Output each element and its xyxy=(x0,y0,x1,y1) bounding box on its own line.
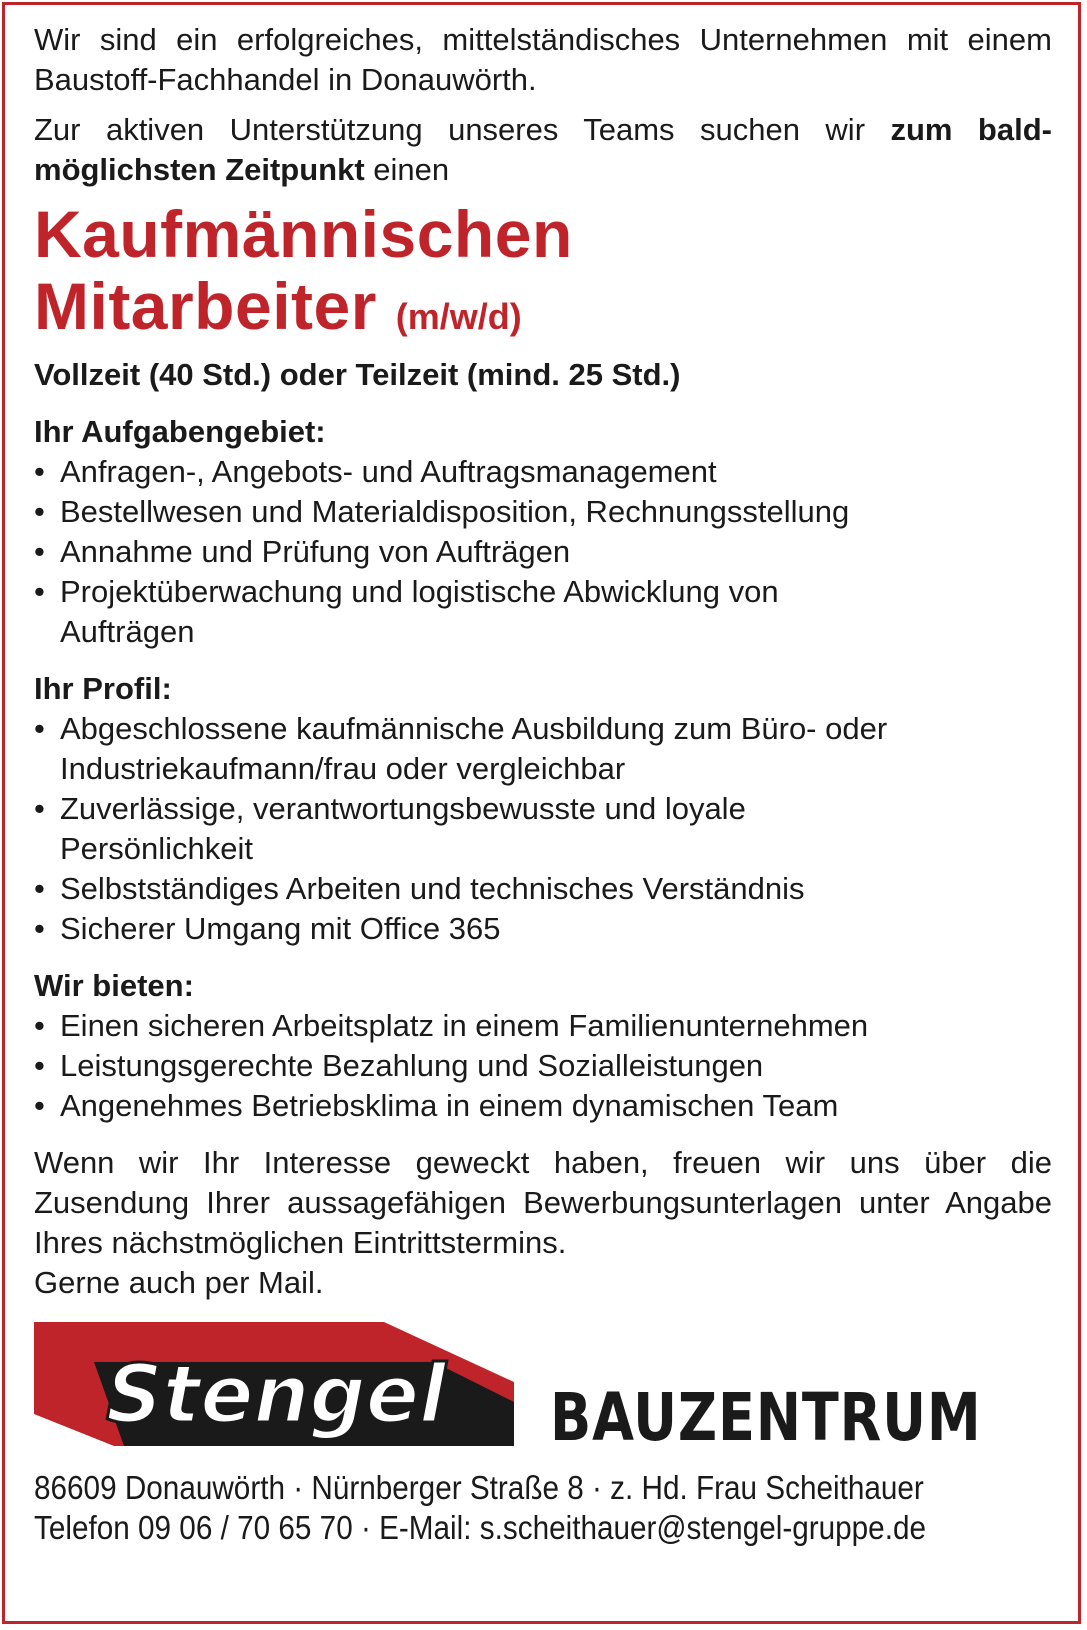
list-item: • Einen sicheren Arbeitsplatz in einem Familienunternehmen xyxy=(34,1006,1052,1046)
closing-paragraph: Wenn wir Ihr Interesse geweckt haben, freuen wir uns über die Zusendung Ihrer aussagefähigen Bewerbungsunterlagen unter Angabe Ihres nächstmöglichen Eintrittstermins. xyxy=(34,1145,1052,1260)
list-item: • Leistungsgerechte Bezahlung und Sozialleistungen xyxy=(34,1046,1052,1086)
intro-search-bold: zum baldmöglichsten Zeitpunkt xyxy=(34,112,1052,187)
job-title xyxy=(34,198,1052,353)
job-title-line-2 xyxy=(34,270,1052,353)
list-item: • Projektüberwachung und logistische Abwicklung von Aufträgen xyxy=(34,572,820,652)
list-item: • Angenehmes Betriebsklima in einem dynamischen Team xyxy=(34,1086,1052,1126)
intro-search-start: Zur aktiven Unterstützung unseres Teams suchen wir xyxy=(34,112,891,147)
gender-note: (m/w/d) xyxy=(395,296,522,337)
list-item: • Zuverlässige, verantwortungsbewusste und loyale Persönlichkeit xyxy=(34,789,760,869)
list-item: • Abgeschlossene kaufmännische Ausbildung zum Büro- oder Industriekaufmann/frau oder vergleichbar xyxy=(34,709,890,789)
company-contact xyxy=(34,1468,950,1548)
company-logo-area xyxy=(34,1322,1052,1462)
intro-search-end: einen xyxy=(364,152,450,187)
profile-heading: Ihr Profil: xyxy=(34,671,172,706)
address-line: 86609 Donauwörth · Nürnberger Straße 8 · z. Hd. Frau Scheithauer xyxy=(34,1469,924,1506)
tasks-list xyxy=(34,452,1052,652)
offer-list xyxy=(34,1006,1052,1126)
working-hours: Vollzeit (40 Std.) oder Teilzeit (mind. 25 Std.) xyxy=(34,357,681,392)
logo-wordmark: Stengel xyxy=(106,1348,448,1441)
list-item: • Annahme und Prüfung von Aufträgen xyxy=(34,532,1052,572)
mail-note: Gerne auch per Mail. xyxy=(34,1265,324,1300)
intro-search-paragraph xyxy=(34,110,1052,190)
stengel-logo-icon xyxy=(34,1322,534,1462)
job-ad-content xyxy=(34,20,1052,1303)
offer-heading: Wir bieten: xyxy=(34,968,194,1003)
tasks-heading: Ihr Aufgabengebiet: xyxy=(34,414,326,449)
list-item: • Anfragen-, Angebots- und Auftragsmanagement xyxy=(34,452,1052,492)
brand-name: BAUZENTRUM xyxy=(550,1379,982,1456)
profile-list xyxy=(34,709,1052,949)
list-item: • Selbstständiges Arbeiten und technisches Verständnis xyxy=(34,869,1052,909)
list-item: • Bestellwesen und Materialdisposition, Rechnungsstellung xyxy=(34,492,1052,532)
contact-line: Telefon 09 06 / 70 65 70 · E-Mail: s.scheithauer@stengel-gruppe.de xyxy=(34,1509,926,1546)
job-title-main: Mitarbeiter xyxy=(34,269,377,343)
intro-paragraph: Wir sind ein erfolgreiches, mittelständisches Unternehmen mit einem Baustoff-Fachhandel in Donauwörth. xyxy=(34,22,1052,97)
list-item: • Sicherer Umgang mit Office 365 xyxy=(34,909,1052,949)
job-title-line-1: Kaufmännischen xyxy=(34,197,573,271)
